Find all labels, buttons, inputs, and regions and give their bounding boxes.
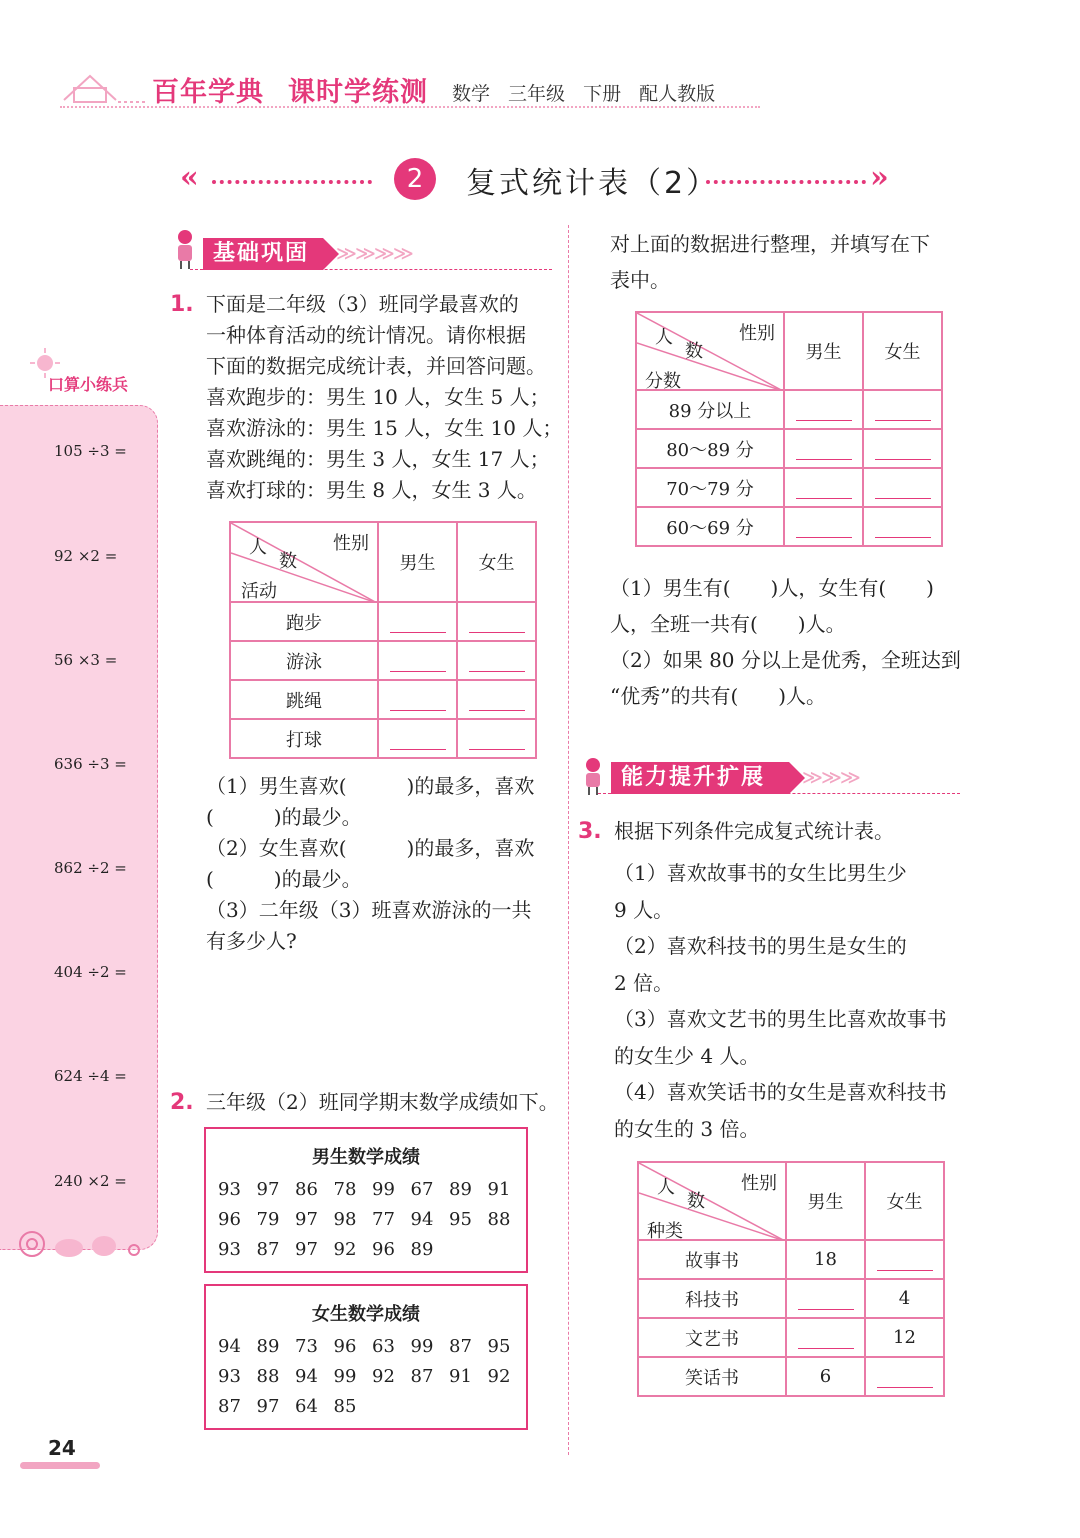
row-header: 70～79 分 [636, 468, 784, 507]
calc-item: 636 ÷3 = [54, 755, 127, 773]
answer-blank[interactable] [798, 1287, 854, 1310]
question-number: 2. [170, 1090, 194, 1115]
answer-blank[interactable] [390, 649, 446, 672]
lesson-title: 复式统计表（2） [466, 166, 720, 201]
banner-underline [598, 793, 960, 794]
banner-chevrons-icon: ≫≫≫ [802, 765, 859, 789]
row-header: 故事书 [638, 1240, 786, 1279]
boys-score-box [204, 1127, 528, 1273]
lesson-number-badge: 2 [394, 158, 436, 200]
row-header: 文艺书 [638, 1318, 786, 1357]
page-number-bar [20, 1462, 100, 1469]
header-series: 课时学练测 [288, 77, 428, 108]
q1-table [229, 521, 537, 759]
q3-text: 根据下列条件完成复式统计表。 [614, 819, 894, 843]
girls-score-title: 女生数学成绩 [312, 1304, 420, 1325]
answer-blank[interactable] [875, 437, 931, 460]
row-header: 跳绳 [230, 680, 378, 719]
column-divider [568, 225, 569, 1455]
table-corner: 性别 人 数 活动 [230, 522, 378, 602]
col-header: 男生 [786, 1162, 865, 1240]
table-corner: 性别 人 数 分数 [636, 312, 784, 390]
cell-value: 4 [865, 1279, 944, 1318]
col-header: 男生 [784, 312, 863, 390]
answer-blank[interactable] [877, 1365, 933, 1388]
answer-blank[interactable] [796, 437, 852, 460]
answer-blank[interactable] [796, 398, 852, 421]
answer-blank[interactable] [875, 476, 931, 499]
boys-scores: 93 97 86 78 99 67 89 91 96 79 97 98 77 94 95 88 93 87 97 92 96 89 [218, 1179, 511, 1260]
calc-item: 240 ×2 = [54, 1172, 127, 1190]
calc-item: 56 ×3 = [54, 651, 118, 669]
q3-conditions: （1）喜欢故事书的女生比男生少 9 人。 （2）喜欢科技书的男生是女生的 2 倍。 （3）喜欢文艺书的男生比喜欢故事书 的女生少 4 人。 （4）喜欢笑话书的女生是喜欢科技书 的女生的 3 倍。 [614, 861, 947, 1141]
title-right-chevron-icon: » [870, 160, 889, 195]
swirl-decoration-icon [14, 1226, 144, 1266]
section-banner-advanced: 能力提升扩展 [611, 762, 789, 794]
question-number: 1. [170, 292, 194, 317]
answer-blank[interactable] [469, 688, 525, 711]
banner-chevrons-icon: ≫≫≫≫ [336, 241, 412, 265]
col-header: 女生 [863, 312, 942, 390]
row-header: 笑话书 [638, 1357, 786, 1396]
answer-blank[interactable] [796, 476, 852, 499]
answer-blank[interactable] [796, 515, 852, 538]
header-divider [60, 106, 760, 108]
answer-blank[interactable] [390, 610, 446, 633]
boys-score-title: 男生数学成绩 [312, 1147, 420, 1168]
q1-text: 下面是二年级（3）班同学最喜欢的 一种体育活动的统计情况。请你根据 下面的数据完成统计表，并回答问题。 喜欢跑步的：男生 10 人，女生 5 人； 喜欢游泳的：男生 15 人，女生 10 人； 喜欢跳绳的：男生 3 人，女生 17 人； 喜欢打球的：男生 8 人，女生 3 人。 [206, 292, 563, 502]
q2-intro: 对上面的数据进行整理，并填写在下 表中。 [610, 232, 930, 292]
answer-blank[interactable] [390, 688, 446, 711]
question-number: 3. [578, 819, 602, 844]
table-corner: 性别 人 数 种类 [638, 1162, 786, 1240]
title-right-dots [706, 180, 866, 184]
girls-score-box [204, 1284, 528, 1430]
calc-item: 862 ÷2 = [54, 859, 127, 877]
section-banner-basic: 基础巩固 [203, 238, 323, 270]
q3-table [637, 1161, 945, 1397]
row-header: 打球 [230, 719, 378, 758]
q1-subquestions: （1）男生喜欢( )的最多，喜欢 ( )的最少。 （2）女生喜欢( )的最多，喜欢 ( )的最少。 （3）二年级（3）班喜欢游泳的一共 有多少人? [206, 774, 535, 953]
header-meta: 数学 三年级 下册 配人教版 [452, 83, 716, 105]
q2-table [635, 311, 943, 547]
cell-value: 18 [786, 1240, 865, 1279]
col-header: 女生 [865, 1162, 944, 1240]
col-header: 男生 [378, 522, 457, 602]
title-left-dots [212, 180, 372, 184]
cell-value: 12 [865, 1318, 944, 1357]
row-header: 89 分以上 [636, 390, 784, 429]
row-header: 游泳 [230, 641, 378, 680]
answer-blank[interactable] [390, 727, 446, 750]
answer-blank[interactable] [469, 610, 525, 633]
row-header: 科技书 [638, 1279, 786, 1318]
banner-underline [190, 269, 552, 270]
answer-blank[interactable] [798, 1326, 854, 1349]
answer-blank[interactable] [875, 398, 931, 421]
col-header: 女生 [457, 522, 536, 602]
calc-item: 105 ÷3 = [54, 442, 127, 460]
row-header: 跑步 [230, 602, 378, 641]
girl-mascot-icon [172, 228, 198, 270]
sidebar-title: 口算小练兵 [48, 375, 129, 394]
girl-mascot-icon [580, 756, 606, 796]
row-header: 80～89 分 [636, 429, 784, 468]
answer-blank[interactable] [875, 515, 931, 538]
answer-blank[interactable] [877, 1248, 933, 1271]
calc-item: 624 ÷4 = [54, 1067, 127, 1085]
header-brand: 百年学典 [152, 77, 264, 108]
answer-blank[interactable] [469, 649, 525, 672]
q2-subquestions: （1）男生有( )人，女生有( ) 人，全班一共有( )人。 （2）如果 80 分以上是优秀，全班达到 “优秀”的共有( )人。 [610, 576, 961, 708]
q2-text: 三年级（2）班同学期末数学成绩如下。 [206, 1090, 559, 1114]
cell-value: 6 [786, 1357, 865, 1396]
girls-scores: 94 89 73 96 63 99 87 95 93 88 94 99 92 87 91 92 87 97 64 85 [218, 1336, 511, 1417]
answer-blank[interactable] [469, 727, 525, 750]
calc-item: 404 ÷2 = [54, 963, 127, 981]
sidebar-panel [0, 405, 158, 1250]
page-number: 24 [48, 1436, 76, 1460]
calc-item: 92 ×2 = [54, 547, 118, 565]
title-left-chevron-icon: « [180, 160, 199, 195]
row-header: 60～69 分 [636, 507, 784, 546]
house-logo-icon [60, 66, 150, 106]
